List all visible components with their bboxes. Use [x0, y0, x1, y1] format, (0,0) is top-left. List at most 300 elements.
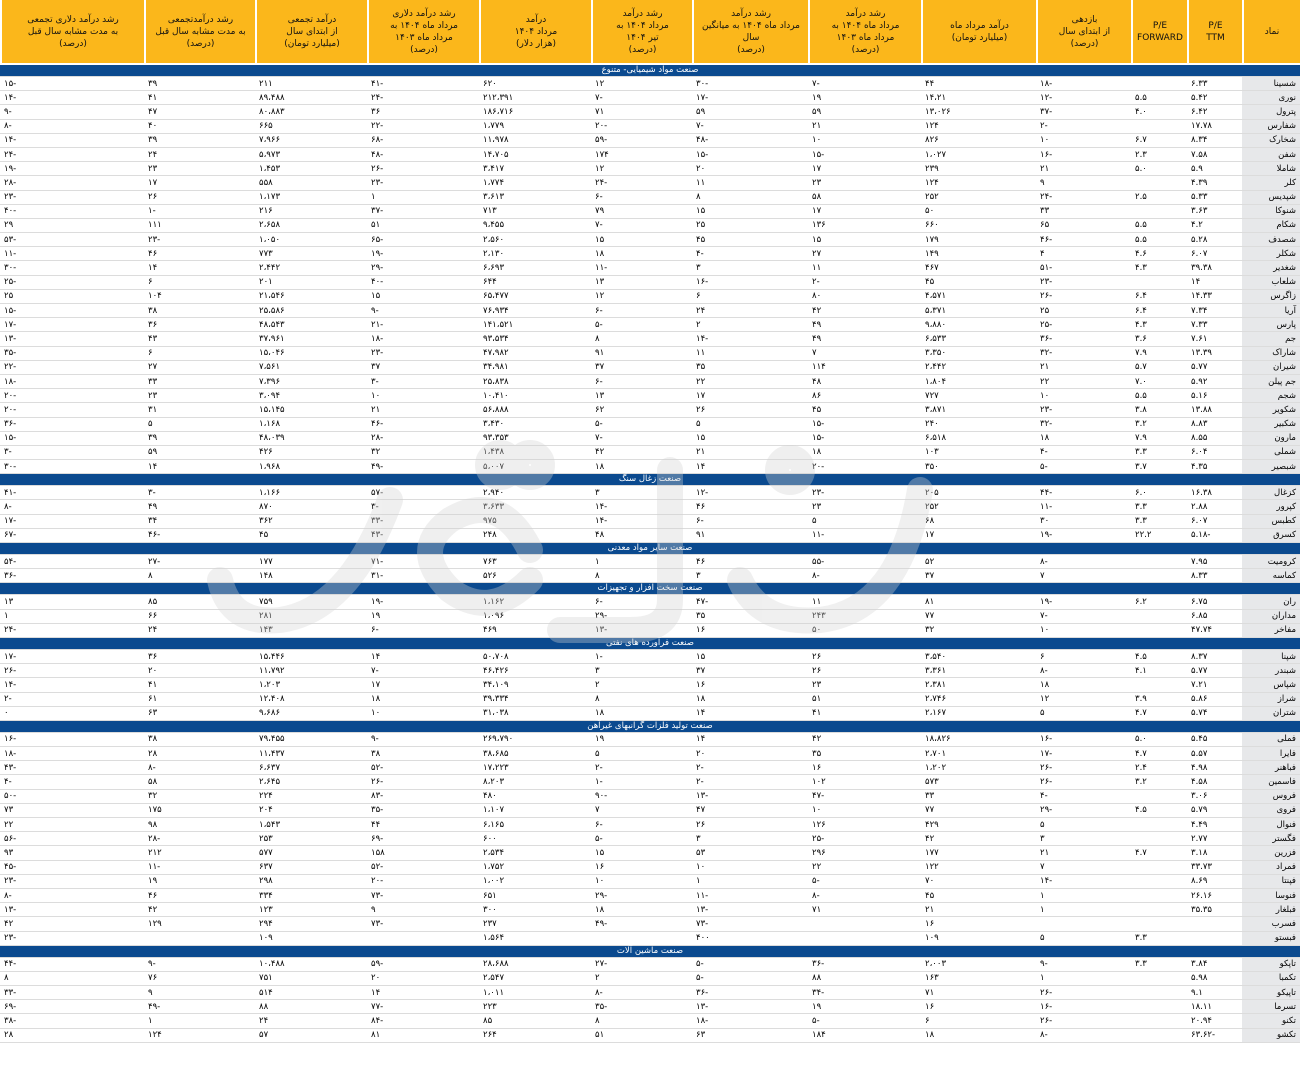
- cell-pe-forward: [1131, 790, 1187, 804]
- cell-yoy-growth: -۵۵: [808, 555, 921, 569]
- table-row: [0, 747, 1300, 761]
- cell-cumulative-growth: ۹: [144, 986, 255, 1000]
- cell-pe-forward: ۵.۵: [1131, 233, 1187, 247]
- cell-vs-year-avg-growth: ۴۶: [692, 500, 808, 514]
- cell-ytd-return: ۵: [1036, 932, 1131, 946]
- cell-ytd-return: -۳۶: [1036, 332, 1131, 346]
- cell-pe-ttm: ۷.۲۱: [1187, 678, 1242, 692]
- table-row: [0, 818, 1300, 832]
- cell-vs-year-avg-growth: ۲۶: [692, 403, 808, 417]
- cell-vs-year-avg-growth: ۳۵: [692, 610, 808, 624]
- table-row: [0, 707, 1300, 721]
- cell-cumulative-growth: ۴۳: [144, 332, 255, 346]
- cell-mom-growth: -۲۴: [591, 176, 692, 190]
- cell-yoy-growth: ۸۰: [808, 290, 921, 304]
- cell-cumulative-dollar-growth: -۲۳: [0, 875, 144, 889]
- cell-vs-year-avg-growth: ۲۴: [692, 304, 808, 318]
- cell-pe-forward: ۴.۷: [1131, 707, 1187, 721]
- cell-mom-growth: ۱۵: [591, 846, 692, 860]
- cell-mom-growth: ۵۱: [591, 1029, 692, 1043]
- cell-dollar-yoy-growth: -۱۹: [367, 247, 479, 261]
- cell-pe-forward: [1131, 875, 1187, 889]
- cell-symbol: تاپکو: [1242, 958, 1300, 972]
- cell-vs-year-avg-growth: ۲۲: [692, 375, 808, 389]
- table-row: [0, 432, 1300, 446]
- table-row: [0, 861, 1300, 875]
- cell-dollar-yoy-growth: -۶۵: [367, 233, 479, 247]
- cell-pe-forward: ۲۲.۲: [1131, 529, 1187, 543]
- cell-ytd-return: -۵۱: [1036, 261, 1131, 275]
- cell-cumulative-growth: ۵۸: [144, 775, 255, 789]
- cell-mom-growth: -۸: [591, 986, 692, 1000]
- section-title: صنعت مواد شیمیایی- متنوع: [0, 65, 1300, 77]
- cell-cumulative-revenue: ۱۵،۰۴۶: [255, 347, 367, 361]
- cell-cumulative-growth: ۳۹: [144, 77, 255, 91]
- cell-mordad-revenue: ۳۲: [921, 624, 1036, 638]
- cell-cumulative-growth: -۳: [144, 486, 255, 500]
- cell-ytd-return: -۲۶: [1036, 1014, 1131, 1028]
- cell-cumulative-growth: -۲۳: [144, 233, 255, 247]
- cell-dollar-revenue: ۶،۱۶۵: [479, 818, 591, 832]
- cell-mordad-revenue: ۵۰: [921, 205, 1036, 219]
- section-title: صنعت سایر مواد معدنی: [0, 543, 1300, 555]
- cell-cumulative-dollar-growth: -۱۶: [0, 733, 144, 747]
- cell-dollar-revenue: ۷۱۳: [479, 205, 591, 219]
- cell-cumulative-revenue: ۱۲،۴۰۸: [255, 693, 367, 707]
- cell-pe-forward: ۷.۰: [1131, 375, 1187, 389]
- header-cumulative-growth: رشد درآمدتجمعی به مدت مشابه سال قبل (درصد): [144, 0, 255, 65]
- table-row: [0, 233, 1300, 247]
- cell-dollar-yoy-growth: -۵۷: [367, 486, 479, 500]
- cell-dollar-yoy-growth: ۱: [367, 191, 479, 205]
- cell-dollar-yoy-growth: -۳۳: [367, 515, 479, 529]
- cell-symbol: شپاس: [1242, 678, 1300, 692]
- cell-pe-ttm: ۸.۳۳: [1187, 569, 1242, 583]
- cell-mordad-revenue: ۱۴،۲۱: [921, 91, 1036, 105]
- cell-yoy-growth: ۵: [808, 515, 921, 529]
- cell-yoy-growth: ۲۲: [808, 861, 921, 875]
- cell-cumulative-revenue: ۱۴۳: [255, 624, 367, 638]
- header-row: [0, 0, 1300, 65]
- cell-pe-forward: ۳.۳: [1131, 932, 1187, 946]
- cell-pe-forward: ۳.۳: [1131, 515, 1187, 529]
- cell-vs-year-avg-growth: ۴۶: [692, 555, 808, 569]
- cell-dollar-yoy-growth: -۴۱: [367, 77, 479, 91]
- cell-pe-forward: ۶.۷: [1131, 134, 1187, 148]
- cell-dollar-revenue: ۳۹،۳۳۴: [479, 693, 591, 707]
- table-row: [0, 804, 1300, 818]
- cell-dollar-yoy-growth: -۴۶: [367, 418, 479, 432]
- cell-mom-growth: ۲: [591, 678, 692, 692]
- cell-mordad-revenue: ۲۵۲: [921, 500, 1036, 514]
- cell-mordad-revenue: ۱۷: [921, 529, 1036, 543]
- cell-vs-year-avg-growth: ۵۹: [692, 105, 808, 119]
- cell-mordad-revenue: ۲،۳۸۱: [921, 678, 1036, 692]
- cell-vs-year-avg-growth: ۱۱: [692, 176, 808, 190]
- cell-vs-year-avg-growth: ۱۴: [692, 460, 808, 474]
- cell-cumulative-growth: ۳۲: [144, 790, 255, 804]
- cell-pe-forward: ۴.۳: [1131, 318, 1187, 332]
- cell-yoy-growth: ۷: [808, 347, 921, 361]
- cell-symbol: فگستر: [1242, 832, 1300, 846]
- cell-symbol: مارون: [1242, 432, 1300, 446]
- table-row: [0, 162, 1300, 176]
- cell-cumulative-growth: ۶۱: [144, 693, 255, 707]
- cell-cumulative-growth: ۶۳: [144, 707, 255, 721]
- cell-pe-forward: ۶.۴: [1131, 304, 1187, 318]
- cell-cumulative-revenue: ۷۵۱: [255, 972, 367, 986]
- cell-dollar-yoy-growth: -۴۹: [367, 460, 479, 474]
- cell-cumulative-revenue: ۳۷،۹۶۱: [255, 332, 367, 346]
- cell-symbol: شغدیر: [1242, 261, 1300, 275]
- cell-vs-year-avg-growth: ۱۷: [692, 389, 808, 403]
- cell-dollar-revenue: ۱،۷۷۹: [479, 120, 591, 134]
- cell-vs-year-avg-growth: -۳۰: [692, 77, 808, 91]
- cell-cumulative-dollar-growth: -۲۰: [0, 403, 144, 417]
- cell-cumulative-growth: -۴۹: [144, 1000, 255, 1014]
- cell-cumulative-dollar-growth: -۳۸: [0, 1014, 144, 1028]
- cell-symbol: فپنتا: [1242, 875, 1300, 889]
- cell-pe-ttm: ۵.۴۵: [1187, 733, 1242, 747]
- cell-vs-year-avg-growth: ۲۱: [692, 446, 808, 460]
- cell-yoy-growth: -۲۰: [808, 460, 921, 474]
- cell-vs-year-avg-growth: ۴۵: [692, 233, 808, 247]
- cell-pe-forward: [1131, 678, 1187, 692]
- cell-dollar-yoy-growth: [367, 932, 479, 946]
- table-row: [0, 1014, 1300, 1028]
- cell-vs-year-avg-growth: -۲: [692, 761, 808, 775]
- table-row: [0, 972, 1300, 986]
- cell-pe-ttm: ۱۳.۳۹: [1187, 347, 1242, 361]
- cell-pe-forward: ۳.۸: [1131, 403, 1187, 417]
- cell-mom-growth: ۱۸: [591, 707, 692, 721]
- cell-ytd-return: ۱: [1036, 903, 1131, 917]
- cell-dollar-revenue: ۷۶۳: [479, 555, 591, 569]
- cell-cumulative-dollar-growth: -۸: [0, 120, 144, 134]
- cell-dollar-revenue: ۱۴،۷۰۵: [479, 148, 591, 162]
- cell-yoy-growth: ۱۱۴: [808, 361, 921, 375]
- cell-dollar-revenue: ۳۸،۶۸۵: [479, 747, 591, 761]
- header-pe-forward: P/E FORWARD: [1131, 0, 1187, 65]
- table-row: [0, 832, 1300, 846]
- cell-dollar-revenue: ۱،۰۹۶: [479, 610, 591, 624]
- cell-pe-forward: [1131, 1014, 1187, 1028]
- cell-ytd-return: -۱۶: [1036, 733, 1131, 747]
- cell-cumulative-growth: ۲۳: [144, 389, 255, 403]
- cell-yoy-growth: -۱۵: [808, 432, 921, 446]
- cell-dollar-revenue: ۳،۴۳۰: [479, 418, 591, 432]
- cell-pe-forward: ۵.۷: [1131, 361, 1187, 375]
- cell-pe-forward: [1131, 205, 1187, 219]
- cell-mordad-revenue: ۱،۲۰۲: [921, 761, 1036, 775]
- cell-pe-forward: ۴.۱: [1131, 664, 1187, 678]
- cell-vs-year-avg-growth: ۱۰: [692, 861, 808, 875]
- cell-vs-year-avg-growth: ۳: [692, 261, 808, 275]
- table-row: [0, 247, 1300, 261]
- table-row: [0, 105, 1300, 119]
- cell-cumulative-growth: ۲۳: [144, 162, 255, 176]
- cell-cumulative-revenue: ۸۸: [255, 1000, 367, 1014]
- cell-vs-year-avg-growth: -۱۴: [692, 332, 808, 346]
- cell-dollar-revenue: ۱۴۱،۵۲۱: [479, 318, 591, 332]
- cell-mordad-revenue: ۲،۱۶۷: [921, 707, 1036, 721]
- cell-dollar-revenue: ۱،۷۵۲: [479, 861, 591, 875]
- cell-dollar-yoy-growth: -۲۳: [367, 347, 479, 361]
- cell-pe-ttm: ۴.۹۸: [1187, 761, 1242, 775]
- cell-symbol: فروی: [1242, 804, 1300, 818]
- cell-mordad-revenue: ۴۲: [921, 832, 1036, 846]
- cell-mom-growth: ۱۹: [591, 733, 692, 747]
- cell-cumulative-growth: ۱۱۱: [144, 219, 255, 233]
- cell-dollar-yoy-growth: -۶۹: [367, 832, 479, 846]
- cell-pe-forward: [1131, 818, 1187, 832]
- cell-cumulative-dollar-growth: -۱۱: [0, 247, 144, 261]
- cell-vs-year-avg-growth: -۱۵: [692, 148, 808, 162]
- cell-yoy-growth: -۲۳: [808, 486, 921, 500]
- cell-yoy-growth: -۲: [808, 276, 921, 290]
- table-row: [0, 917, 1300, 931]
- cell-cumulative-dollar-growth: -۱۸: [0, 747, 144, 761]
- cell-vs-year-avg-growth: ۱۶: [692, 624, 808, 638]
- cell-mordad-revenue: ۸۲۶: [921, 134, 1036, 148]
- cell-symbol: کلر: [1242, 176, 1300, 190]
- cell-cumulative-growth: ۸: [144, 569, 255, 583]
- cell-yoy-growth: -۳۴: [808, 986, 921, 1000]
- cell-pe-ttm: ۶.۰۷: [1187, 515, 1242, 529]
- cell-vs-year-avg-growth: ۱۵: [692, 432, 808, 446]
- cell-dollar-revenue: ۶۴۴: [479, 276, 591, 290]
- cell-mordad-revenue: ۱۸،۸۲۶: [921, 733, 1036, 747]
- cell-mordad-revenue: ۱۰۹: [921, 932, 1036, 946]
- cell-pe-ttm: ۵.۷۷: [1187, 664, 1242, 678]
- cell-vs-year-avg-growth: ۲۵: [692, 219, 808, 233]
- cell-symbol: نوری: [1242, 91, 1300, 105]
- cell-symbol: فمراد: [1242, 861, 1300, 875]
- cell-dollar-yoy-growth: -۷: [367, 664, 479, 678]
- cell-ytd-return: -۱۱: [1036, 500, 1131, 514]
- cell-cumulative-revenue: ۲،۶۵۸: [255, 219, 367, 233]
- cell-dollar-revenue: ۵۶،۸۸۸: [479, 403, 591, 417]
- section-title: صنعت زغال سنگ: [0, 474, 1300, 486]
- cell-vs-year-avg-growth: -۱۳: [692, 790, 808, 804]
- cell-dollar-yoy-growth: ۵۱: [367, 219, 479, 233]
- cell-cumulative-growth: ۲۷: [144, 361, 255, 375]
- cell-cumulative-revenue: ۱،۱۶۸: [255, 418, 367, 432]
- cell-cumulative-dollar-growth: ۱۳: [0, 595, 144, 609]
- cell-cumulative-revenue: ۴۲۶: [255, 446, 367, 460]
- cell-pe-forward: ۲.۵: [1131, 191, 1187, 205]
- header-yoy-growth: رشد درآمد مرداد ماه ۱۴۰۴ به مرداد ماه ۱۴۰۳ (درصد): [808, 0, 921, 65]
- cell-cumulative-revenue: ۵۷۷: [255, 846, 367, 860]
- cell-cumulative-growth: ۴۰: [144, 120, 255, 134]
- cell-cumulative-revenue: ۱۱،۴۳۷: [255, 747, 367, 761]
- cell-vs-year-avg-growth: ۲: [692, 318, 808, 332]
- cell-dollar-yoy-growth: -۹: [367, 733, 479, 747]
- cell-pe-ttm: [1187, 932, 1242, 946]
- cell-vs-year-avg-growth: ۳۷: [692, 664, 808, 678]
- cell-cumulative-growth: ۷۶: [144, 972, 255, 986]
- cell-cumulative-dollar-growth: -۳۳: [0, 986, 144, 1000]
- cell-cumulative-revenue: ۵۷: [255, 1029, 367, 1043]
- cell-mom-growth: -۵۹: [591, 134, 692, 148]
- cell-dollar-revenue: ۲۲۳: [479, 1000, 591, 1014]
- cell-dollar-revenue: ۶۵،۴۷۷: [479, 290, 591, 304]
- cell-pe-forward: ۴.۷: [1131, 747, 1187, 761]
- section-header-row: [0, 721, 1300, 733]
- cell-cumulative-growth: -۲۷: [144, 555, 255, 569]
- cell-ytd-return: -۳۲: [1036, 347, 1131, 361]
- cell-pe-forward: [1131, 120, 1187, 134]
- cell-yoy-growth: -۵: [808, 1014, 921, 1028]
- cell-ytd-return: -۲۶: [1036, 761, 1131, 775]
- cell-cumulative-dollar-growth: -۳۵: [0, 347, 144, 361]
- cell-dollar-yoy-growth: -۳۵: [367, 804, 479, 818]
- header-symbol: نماد: [1242, 0, 1300, 65]
- cell-symbol: مفاخر: [1242, 624, 1300, 638]
- cell-symbol: کزغال: [1242, 486, 1300, 500]
- cell-yoy-growth: ۱۰: [808, 134, 921, 148]
- cell-cumulative-revenue: ۳،۰۹۴: [255, 389, 367, 403]
- cell-dollar-revenue: ۵۲۶: [479, 569, 591, 583]
- cell-pe-ttm: -۶۳.۶۲: [1187, 1029, 1242, 1043]
- cell-dollar-revenue: ۶۲۰: [479, 77, 591, 91]
- table-row: [0, 515, 1300, 529]
- cell-vs-year-avg-growth: -۴۸: [692, 134, 808, 148]
- cell-mordad-revenue: ۶: [921, 1014, 1036, 1028]
- cell-yoy-growth: -۸: [808, 569, 921, 583]
- cell-cumulative-dollar-growth: -۴: [0, 775, 144, 789]
- cell-vs-year-avg-growth: ۳۵: [692, 361, 808, 375]
- cell-ytd-return: ۱: [1036, 889, 1131, 903]
- cell-ytd-return: ۱۰: [1036, 389, 1131, 403]
- cell-pe-ttm: ۳۵.۳۵: [1187, 903, 1242, 917]
- cell-dollar-yoy-growth: -۷۷: [367, 1000, 479, 1014]
- table-row: [0, 418, 1300, 432]
- cell-vs-year-avg-growth: ۲۰: [692, 162, 808, 176]
- cell-cumulative-dollar-growth: ۲۲: [0, 818, 144, 832]
- cell-dollar-revenue: ۴۶۹: [479, 624, 591, 638]
- cell-dollar-yoy-growth: -۸۳: [367, 790, 479, 804]
- cell-yoy-growth: ۴۹: [808, 332, 921, 346]
- cell-ytd-return: ۱۰: [1036, 624, 1131, 638]
- cell-pe-forward: ۴.۶: [1131, 247, 1187, 261]
- cell-cumulative-dollar-growth: -۴۵: [0, 861, 144, 875]
- cell-ytd-return: -۷: [1036, 610, 1131, 624]
- cell-cumulative-revenue: ۱،۴۵۳: [255, 162, 367, 176]
- table-row: [0, 276, 1300, 290]
- cell-pe-forward: [1131, 972, 1187, 986]
- cell-yoy-growth: -۷: [808, 77, 921, 91]
- cell-yoy-growth: ۸۶: [808, 389, 921, 403]
- section-header-row: [0, 946, 1300, 958]
- cell-ytd-return: -۳۲: [1036, 418, 1131, 432]
- cell-cumulative-revenue: ۱،۱۷۳: [255, 191, 367, 205]
- cell-mordad-revenue: ۳۷: [921, 569, 1036, 583]
- cell-vs-year-avg-growth: ۱۴: [692, 733, 808, 747]
- cell-yoy-growth: ۱۰۲: [808, 775, 921, 789]
- cell-mom-growth: ۸: [591, 1014, 692, 1028]
- cell-dollar-revenue: ۳۴،۱۰۹: [479, 678, 591, 692]
- table-row: [0, 693, 1300, 707]
- cell-mom-growth: ۱۳: [591, 276, 692, 290]
- cell-cumulative-dollar-growth: -۱۷: [0, 318, 144, 332]
- cell-cumulative-growth: ۳۹: [144, 134, 255, 148]
- cell-dollar-yoy-growth: -۳۷: [367, 205, 479, 219]
- cell-mordad-revenue: ۱۲۴: [921, 120, 1036, 134]
- cell-symbol: کپرور: [1242, 500, 1300, 514]
- section-title: صنعت سخت افزار و تجهیزات: [0, 583, 1300, 595]
- cell-yoy-growth: ۱۶: [808, 761, 921, 775]
- cell-dollar-yoy-growth: -۱۹: [367, 595, 479, 609]
- cell-cumulative-dollar-growth: -۱۴: [0, 678, 144, 692]
- cell-vs-year-avg-growth: -۶: [692, 515, 808, 529]
- cell-cumulative-revenue: ۶،۶۳۷: [255, 761, 367, 775]
- cell-cumulative-growth: ۴۱: [144, 678, 255, 692]
- cell-dollar-revenue: ۳،۶۱۳: [479, 191, 591, 205]
- cell-pe-ttm: ۸.۶۹: [1187, 875, 1242, 889]
- cell-pe-ttm: ۵.۷۴: [1187, 707, 1242, 721]
- cell-dollar-revenue: ۲۳۷: [479, 917, 591, 931]
- cell-cumulative-growth: ۵۹: [144, 446, 255, 460]
- cell-mordad-revenue: ۲۴۰: [921, 418, 1036, 432]
- cell-cumulative-dollar-growth: -۵۴: [0, 555, 144, 569]
- cell-ytd-return: ۳۰: [1036, 515, 1131, 529]
- cell-symbol: شبندر: [1242, 664, 1300, 678]
- cell-dollar-yoy-growth: -۵۲: [367, 861, 479, 875]
- cell-dollar-yoy-growth: ۳۶: [367, 105, 479, 119]
- cell-dollar-revenue: ۱،۱۰۷: [479, 804, 591, 818]
- cell-dollar-yoy-growth: ۱۷: [367, 678, 479, 692]
- cell-cumulative-growth: ۲۴: [144, 148, 255, 162]
- cell-dollar-revenue: ۶۵۱: [479, 889, 591, 903]
- cell-yoy-growth: ۲۳: [808, 176, 921, 190]
- cell-symbol: فبستو: [1242, 932, 1300, 946]
- cell-cumulative-revenue: ۱۴۸: [255, 569, 367, 583]
- cell-cumulative-growth: ۳۴: [144, 515, 255, 529]
- cell-vs-year-avg-growth: -۵: [692, 958, 808, 972]
- cell-cumulative-growth: ۱۰۴: [144, 290, 255, 304]
- cell-yoy-growth: ۱۲۶: [808, 818, 921, 832]
- cell-mordad-revenue: ۱۷۷: [921, 846, 1036, 860]
- header-cumulative-dollar-growth: رشد درآمد دلاری تجمعی به مدت مشابه سال قبل (درصد): [0, 0, 144, 65]
- cell-symbol: آریا: [1242, 304, 1300, 318]
- cell-ytd-return: -۱۹: [1036, 529, 1131, 543]
- cell-mordad-revenue: ۱،۰۲۷: [921, 148, 1036, 162]
- cell-cumulative-growth: ۳۱: [144, 403, 255, 417]
- cell-mom-growth: -۱۴: [591, 500, 692, 514]
- cell-cumulative-dollar-growth: ۲۵: [0, 290, 144, 304]
- table-row: [0, 790, 1300, 804]
- cell-mom-growth: ۱۷۴: [591, 148, 692, 162]
- cell-mordad-revenue: ۳،۳۶۱: [921, 664, 1036, 678]
- cell-mom-growth: ۵: [591, 747, 692, 761]
- header-mom-growth: رشد درآمد مرداد ۱۴۰۴ به تیر ۱۴۰۴ (درصد): [591, 0, 692, 65]
- cell-pe-ttm: ۲.۸۸: [1187, 500, 1242, 514]
- cell-cumulative-revenue: ۱،۱۶۶: [255, 486, 367, 500]
- cell-mordad-revenue: ۱۴۹: [921, 247, 1036, 261]
- cell-cumulative-growth: ۶: [144, 276, 255, 290]
- cell-mom-growth: -۶: [591, 595, 692, 609]
- cell-mom-growth: ۱۸: [591, 460, 692, 474]
- cell-vs-year-avg-growth: -۳۶: [692, 986, 808, 1000]
- cell-symbol: شنوکا: [1242, 205, 1300, 219]
- cell-cumulative-revenue: ۵۱۴: [255, 986, 367, 1000]
- cell-vs-year-avg-growth: ۵: [692, 418, 808, 432]
- table-row: [0, 375, 1300, 389]
- cell-dollar-revenue: ۵،۰۰۷: [479, 460, 591, 474]
- cell-yoy-growth: ۱۱: [808, 261, 921, 275]
- cell-pe-forward: ۵.۵: [1131, 389, 1187, 403]
